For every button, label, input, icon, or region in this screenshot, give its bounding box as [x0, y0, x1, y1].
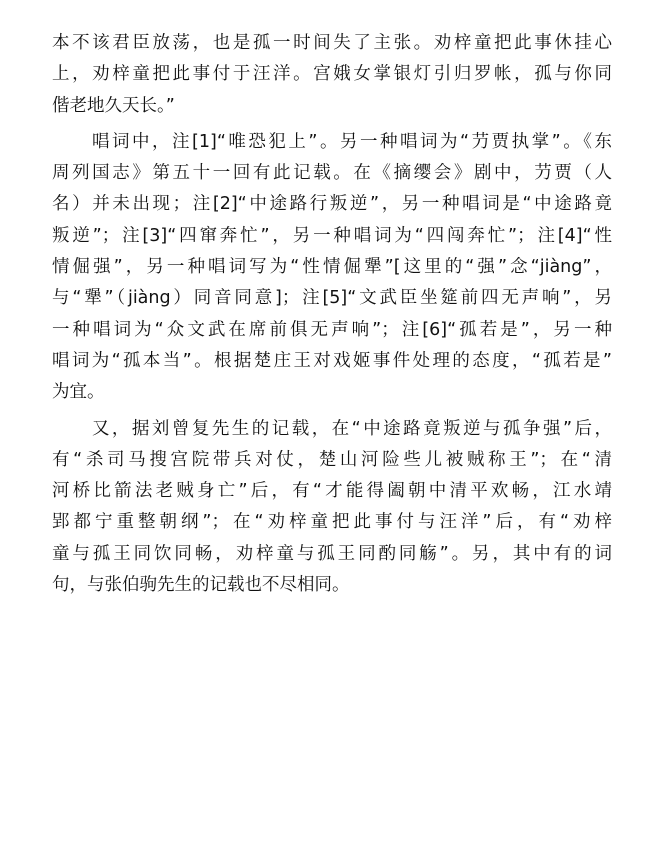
text-line: 又，据刘曾复先生的记载，在“中途路竟叛逆与孤争强”后， — [52, 418, 612, 439]
text-line: 唱词为“孤本当”。根据楚庄王对戏姬事件处理的态度，“孤若是” — [52, 350, 612, 371]
text-line: 叛逆”；注[3]“四窜奔忙”，另一种唱词为“四闯奔忙”；注[4]“性 — [52, 225, 612, 246]
text-line: 情倔强”，另一种唱词写为“性情倔犟”[这里的“强”念“jiàng”， — [52, 257, 612, 278]
text-line: 有“杀司马搜宫院带兵对仗，楚山河险些儿被贼称王”；在“清 — [52, 449, 612, 470]
text-line: 童与孤王同饮同畅，劝梓童与孤王同酌同觞”。另，其中有的词 — [52, 543, 612, 564]
text-line: 名）并未出现；注[2]“中途路行叛逆”，另一种唱词是“中途路竟 — [52, 194, 612, 215]
paragraph-lyrics-ending — [52, 28, 612, 122]
paragraph-annotations — [52, 127, 612, 409]
text-line: 河桥比箭法老贼身亡”后，有“才能得阖朝中清平欢畅，江水靖 — [52, 481, 612, 502]
paragraph-liu-zengfu-record — [52, 414, 612, 602]
text-line: 上，劝梓童把此事付于汪洋。宫娥女掌银灯引归罗帐，孤与你同 — [52, 64, 612, 85]
text-line: 与“犟”（jiàng）同音同意]；注[5]“文武臣坐筵前四无声响”，另 — [52, 288, 612, 309]
text-line: 为宜。 — [52, 382, 105, 403]
text-line: 郢都宁重整朝纲”；在“劝梓童把此事付与汪洋”后，有“劝梓 — [52, 512, 612, 533]
text-line: 本不该君臣放荡，也是孤一时间失了主张。劝梓童把此事休挂心 — [52, 33, 612, 53]
document-page — [52, 28, 612, 601]
text-line: 句，与张伯驹先生的记载也不尽相同。 — [52, 575, 350, 596]
text-line: 周列国志》第五十一回有此记载。在《摘缨会》剧中，芀贾（人 — [52, 163, 612, 184]
text-line: 一种唱词为“众文武在席前俱无声响”；注[6]“孤若是”，另一种 — [52, 319, 612, 340]
text-line: 偕老地久天长。” — [52, 95, 175, 116]
text-line: 唱词中，注[1]“唯恐犯上”。另一种唱词为“芀贾执掌”。《东 — [52, 131, 612, 152]
